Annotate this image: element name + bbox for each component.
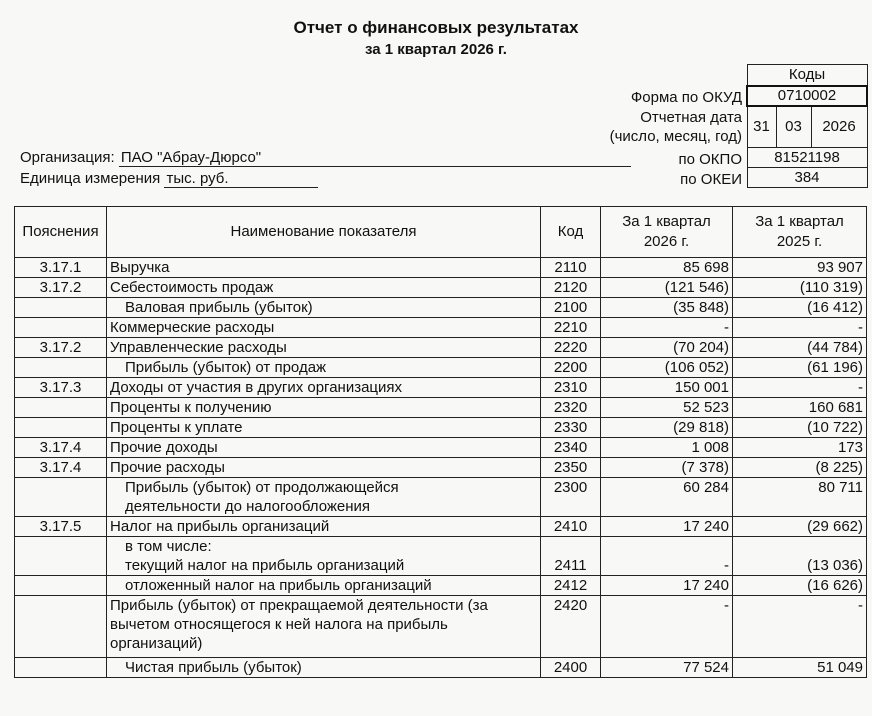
date-month: 03: [776, 106, 811, 148]
row-note: [15, 576, 107, 596]
row-previous: 80 711: [733, 478, 867, 517]
okpo-label: по ОКПО: [678, 151, 742, 168]
row-name: Чистая прибыль (убыток): [107, 658, 541, 678]
row-name: отложенный налог на прибыль организаций: [107, 576, 541, 596]
row-current: 52 523: [601, 398, 733, 418]
row-code: 2330: [541, 418, 601, 438]
row-note: [15, 658, 107, 678]
table-row: [15, 338, 867, 358]
row-name: в том числе: текущий налог на прибыль организаций: [107, 537, 541, 576]
row-note: 3.17.4: [15, 438, 107, 458]
table-row: [15, 358, 867, 378]
row-name: Валовая прибыль (убыток): [107, 298, 541, 318]
okud-value: 0710002: [747, 86, 867, 106]
row-code: 2200: [541, 358, 601, 378]
row-note: [15, 596, 107, 658]
report-title: Отчет о финансовых результатах: [293, 18, 579, 37]
row-note: [15, 418, 107, 438]
row-previous: 51 049: [733, 658, 867, 678]
row-name: Выручка: [107, 258, 541, 278]
row-code: 2350: [541, 458, 601, 478]
row-name: Проценты к уплате: [107, 418, 541, 438]
row-current: -: [601, 596, 733, 658]
table-row: [15, 596, 867, 658]
org-label: Организация:: [20, 149, 115, 166]
row-current: -: [601, 318, 733, 338]
row-code: 2210: [541, 318, 601, 338]
row-name: Управленческие расходы: [107, 338, 541, 358]
row-note: [15, 398, 107, 418]
row-previous: -: [733, 596, 867, 658]
row-code: 2400: [541, 658, 601, 678]
table-row: [15, 458, 867, 478]
table-row: [15, 438, 867, 458]
col-name-header: Наименование показателя: [107, 207, 541, 258]
row-previous: (110 319): [733, 278, 867, 298]
table-row: [15, 298, 867, 318]
row-note: [15, 478, 107, 517]
org-line: [20, 149, 631, 167]
date-label: Отчетная дата: [640, 109, 742, 126]
row-current: 85 698: [601, 258, 733, 278]
row-name: Доходы от участия в других организациях: [107, 378, 541, 398]
row-note: [15, 318, 107, 338]
report-period: за 1 квартал 2026 г.: [365, 41, 507, 58]
financial-results-table: [14, 206, 867, 678]
table-row: [15, 278, 867, 298]
row-code: 2420: [541, 596, 601, 658]
table-row: [15, 318, 867, 338]
table-row: [15, 398, 867, 418]
unit-value: тыс. руб.: [164, 170, 318, 188]
row-note: 3.17.4: [15, 458, 107, 478]
okei-label: по ОКЕИ: [680, 171, 742, 188]
row-name: Коммерческие расходы: [107, 318, 541, 338]
row-previous: (10 722): [733, 418, 867, 438]
okei-value: 384: [747, 168, 867, 188]
row-code: 2410: [541, 517, 601, 537]
row-current: 77 524: [601, 658, 733, 678]
row-current: (29 818): [601, 418, 733, 438]
date-year: 2026: [811, 106, 867, 148]
row-previous: (16 412): [733, 298, 867, 318]
row-code: 2100: [541, 298, 601, 318]
row-name: Прочие расходы: [107, 458, 541, 478]
col-code-header: Код: [541, 207, 601, 258]
date-day: 31: [747, 106, 776, 148]
unit-label: Единица измерения: [20, 170, 161, 187]
row-name: Прибыль (убыток) от прекращаемой деятельности (за вычетом относящегося к ней налога на прибыль организаций): [107, 596, 541, 658]
row-code: 2412: [541, 576, 601, 596]
okud-label: Форма по ОКУД: [630, 89, 742, 106]
col-current-header: За 1 квартал 2026 г.: [601, 207, 733, 258]
table-row: [15, 576, 867, 596]
row-current: (106 052): [601, 358, 733, 378]
row-previous: 93 907: [733, 258, 867, 278]
row-note: 3.17.5: [15, 517, 107, 537]
row-current: -: [601, 537, 733, 576]
codes-header: Коды: [747, 65, 867, 86]
row-note: 3.17.2: [15, 278, 107, 298]
codes-box: [746, 64, 868, 188]
row-previous: (8 225): [733, 458, 867, 478]
table-row: [15, 258, 867, 278]
table-row: [15, 378, 867, 398]
row-name: Налог на прибыль организаций: [107, 517, 541, 537]
row-code: 2220: [541, 338, 601, 358]
row-previous: (61 196): [733, 358, 867, 378]
org-name: ПАО "Абрау-Дюрсо": [119, 149, 631, 167]
row-previous: 173: [733, 438, 867, 458]
row-previous: (29 662): [733, 517, 867, 537]
row-current: 60 284: [601, 478, 733, 517]
row-current: 150 001: [601, 378, 733, 398]
row-name: Себестоимость продаж: [107, 278, 541, 298]
row-name: Прибыль (убыток) от продаж: [107, 358, 541, 378]
col-previous-header: За 1 квартал 2025 г.: [733, 207, 867, 258]
row-note: 3.17.1: [15, 258, 107, 278]
row-note: 3.17.2: [15, 338, 107, 358]
row-current: 17 240: [601, 576, 733, 596]
row-name: Проценты к получению: [107, 398, 541, 418]
row-previous: (13 036): [733, 537, 867, 576]
row-previous: -: [733, 318, 867, 338]
row-current: 1 008: [601, 438, 733, 458]
row-previous: 160 681: [733, 398, 867, 418]
row-note: [15, 358, 107, 378]
unit-line: [20, 170, 318, 188]
row-previous: (16 626): [733, 576, 867, 596]
row-current: (70 204): [601, 338, 733, 358]
row-name: Прочие доходы: [107, 438, 541, 458]
row-code: 2300: [541, 478, 601, 517]
row-previous: (44 784): [733, 338, 867, 358]
row-note: 3.17.3: [15, 378, 107, 398]
okpo-value: 81521198: [747, 148, 867, 168]
row-previous: -: [733, 378, 867, 398]
row-current: (121 546): [601, 278, 733, 298]
row-current: (35 848): [601, 298, 733, 318]
table-row: [15, 418, 867, 438]
table-row: [15, 537, 867, 576]
date-format-label: (число, месяц, год): [609, 128, 742, 145]
table-row: [15, 517, 867, 537]
row-name: Прибыль (убыток) от продолжающейся деятельности до налогообложения: [107, 478, 541, 517]
row-note: [15, 537, 107, 576]
table-row: [15, 478, 867, 517]
col-notes-header: Пояснения: [15, 207, 107, 258]
row-code: 2310: [541, 378, 601, 398]
row-code: 2411: [541, 537, 601, 576]
row-current: (7 378): [601, 458, 733, 478]
row-code: 2120: [541, 278, 601, 298]
row-note: [15, 298, 107, 318]
row-current: 17 240: [601, 517, 733, 537]
table-row: [15, 658, 867, 678]
table-header-row: [15, 207, 867, 258]
row-code: 2110: [541, 258, 601, 278]
row-code: 2320: [541, 398, 601, 418]
row-code: 2340: [541, 438, 601, 458]
